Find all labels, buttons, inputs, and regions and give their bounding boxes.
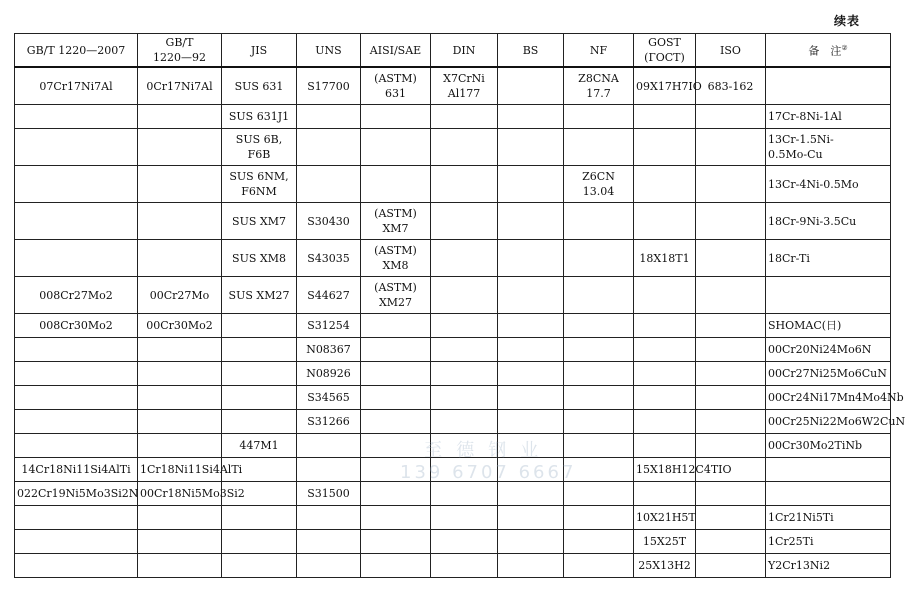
table-cell	[15, 410, 138, 434]
table-cell	[138, 166, 222, 203]
watermark-phone: 139 6707 6667	[400, 462, 577, 483]
table-cell	[564, 129, 634, 166]
table-cell	[297, 554, 361, 578]
table-cell	[564, 482, 634, 506]
table-cell	[696, 277, 766, 314]
table-cell	[138, 362, 222, 386]
table-cell: 1Cr18Ni11Si4AlTi	[138, 458, 222, 482]
table-cell	[498, 277, 564, 314]
table-cell: 00Cr30Mo2TiNb	[766, 434, 891, 458]
table-cell	[696, 554, 766, 578]
table-cell: SHOMAC(日)	[766, 314, 891, 338]
table-cell	[297, 530, 361, 554]
table-cell: 00Cr27Ni25Mo6CuN	[766, 362, 891, 386]
table-cell	[634, 434, 696, 458]
table-cell: 18X18T1	[634, 240, 696, 277]
table-row	[15, 410, 891, 434]
table-cell	[361, 386, 431, 410]
table-cell	[138, 129, 222, 166]
table-cell: 1Cr25Ti	[766, 530, 891, 554]
table-cell	[15, 434, 138, 458]
table-cell: S44627	[297, 277, 361, 314]
table-cell: 15X25T	[634, 530, 696, 554]
table-cell: 13Cr-4Ni-0.5Mo	[766, 166, 891, 203]
table-cell	[634, 482, 696, 506]
table-cell	[138, 203, 222, 240]
table-cell	[431, 386, 498, 410]
column-header: UNS	[297, 34, 361, 68]
table-cell	[498, 554, 564, 578]
table-cell: S17700	[297, 67, 361, 105]
table-cell	[15, 129, 138, 166]
table-cell	[297, 506, 361, 530]
table-row	[15, 554, 891, 578]
table-cell: 10X21H5T	[634, 506, 696, 530]
header-row	[15, 34, 891, 68]
table-cell	[696, 362, 766, 386]
table-cell	[138, 240, 222, 277]
table-cell	[138, 530, 222, 554]
table-cell	[431, 105, 498, 129]
table-row	[15, 338, 891, 362]
table-cell	[498, 105, 564, 129]
table-cell: 15X18H12C4TIO	[634, 458, 696, 482]
table-cell	[766, 277, 891, 314]
table-cell: X7CrNi Al177	[431, 67, 498, 105]
table-cell	[431, 530, 498, 554]
column-header: NF	[564, 34, 634, 68]
table-cell	[361, 554, 431, 578]
table-cell	[297, 129, 361, 166]
column-header: GB/T 1220—2007	[15, 34, 138, 68]
table-cell	[498, 203, 564, 240]
table-cell	[564, 105, 634, 129]
table-cell: 00Cr25Ni22Mo6W2CuN	[766, 410, 891, 434]
table-cell	[138, 105, 222, 129]
table-cell	[564, 362, 634, 386]
table-cell	[564, 554, 634, 578]
table-cell: 25X13H2	[634, 554, 696, 578]
table-cell	[222, 554, 297, 578]
table-cell	[138, 434, 222, 458]
table-row	[15, 362, 891, 386]
table-cell	[696, 105, 766, 129]
column-header: GOST (ГОСТ)	[634, 34, 696, 68]
table-cell	[634, 410, 696, 434]
table-cell: S34565	[297, 386, 361, 410]
table-cell: SUS XM8	[222, 240, 297, 277]
table-cell: (ASTM) XM7	[361, 203, 431, 240]
table-cell: SUS 6NM, F6NM	[222, 166, 297, 203]
table-cell	[498, 410, 564, 434]
table-cell	[361, 506, 431, 530]
table-cell: 00Cr27Mo	[138, 277, 222, 314]
table-cell	[696, 240, 766, 277]
steel-grade-comparison-table	[14, 33, 905, 578]
table-cell: 00Cr20Ni24Mo6N	[766, 338, 891, 362]
table-row	[15, 314, 891, 338]
table-cell: 17Cr-8Ni-1Al	[766, 105, 891, 129]
table-cell: 1Cr21Ni5Ti	[766, 506, 891, 530]
table-cell: S31500	[297, 482, 361, 506]
table-cell: 18Cr-Ti	[766, 240, 891, 277]
table-cell	[696, 129, 766, 166]
table-cell	[498, 362, 564, 386]
column-header: ISO	[696, 34, 766, 68]
table-row	[15, 105, 891, 129]
table-cell	[15, 338, 138, 362]
continued-label: 续表	[833, 14, 860, 28]
table-cell	[696, 203, 766, 240]
table-cell: 00Cr24Ni17Mn4Mo4Nb	[766, 386, 891, 410]
table-cell: 07Cr17Ni7Al	[15, 67, 138, 105]
table-row	[15, 277, 891, 314]
column-header: JIS	[222, 34, 297, 68]
table-cell	[498, 166, 564, 203]
table-cell	[431, 458, 498, 482]
table-cell	[696, 410, 766, 434]
table-cell	[431, 338, 498, 362]
column-header: GB/T 1220—92	[138, 34, 222, 68]
table-cell	[138, 410, 222, 434]
remark-header-label: 备 注	[808, 44, 842, 58]
table-cell	[431, 362, 498, 386]
table-cell: 18Cr-9Ni-3.5Cu	[766, 203, 891, 240]
table-cell	[431, 166, 498, 203]
table-cell	[498, 67, 564, 105]
table-cell	[431, 434, 498, 458]
table-cell: SUS XM27	[222, 277, 297, 314]
table-cell	[222, 338, 297, 362]
table-row	[15, 129, 891, 166]
table-cell	[498, 458, 564, 482]
table-cell	[361, 530, 431, 554]
table-cell	[431, 203, 498, 240]
table-cell	[498, 240, 564, 277]
table-cell	[15, 506, 138, 530]
table-cell	[564, 434, 634, 458]
table-cell	[138, 386, 222, 410]
table-cell	[361, 338, 431, 362]
table-cell	[361, 410, 431, 434]
table-row	[15, 166, 891, 203]
table-cell	[634, 203, 696, 240]
table-cell	[361, 314, 431, 338]
table-cell	[696, 166, 766, 203]
table-row	[15, 386, 891, 410]
table-cell	[634, 129, 696, 166]
table-cell	[138, 554, 222, 578]
table-cell	[222, 410, 297, 434]
watermark-company: 至德钢业	[424, 440, 553, 461]
table-cell	[431, 506, 498, 530]
column-header: DIN	[431, 34, 498, 68]
table-cell	[696, 314, 766, 338]
table-cell	[431, 410, 498, 434]
table-cell	[15, 105, 138, 129]
table-cell: N08926	[297, 362, 361, 386]
table-cell	[766, 458, 891, 482]
table-cell: S31254	[297, 314, 361, 338]
table-cell	[138, 506, 222, 530]
table-cell	[564, 386, 634, 410]
table-cell	[15, 362, 138, 386]
table-cell	[564, 410, 634, 434]
table-cell	[361, 458, 431, 482]
table-cell	[15, 386, 138, 410]
table-cell: 14Cr18Ni11Si4AlTi	[15, 458, 138, 482]
table-cell	[634, 105, 696, 129]
table-cell: 09X17H7IO	[634, 67, 696, 105]
table-cell	[138, 338, 222, 362]
table-cell: 13Cr-1.5Ni- 0.5Mo-Cu	[766, 129, 891, 166]
table-cell	[696, 338, 766, 362]
table-cell: 00Cr30Mo2	[138, 314, 222, 338]
table-cell	[498, 129, 564, 166]
table-row	[15, 434, 891, 458]
table-cell: SUS 6B, F6B	[222, 129, 297, 166]
table-cell: (ASTM) 631	[361, 67, 431, 105]
table-cell	[564, 530, 634, 554]
table-cell: S31266	[297, 410, 361, 434]
table-cell	[222, 530, 297, 554]
table-cell	[696, 530, 766, 554]
table-cell	[361, 362, 431, 386]
table-cell	[222, 386, 297, 410]
table-cell	[634, 166, 696, 203]
table-cell	[222, 506, 297, 530]
table-cell: Z6CN 13.04	[564, 166, 634, 203]
table-row	[15, 203, 891, 240]
table-cell: SUS XM7	[222, 203, 297, 240]
table-cell	[696, 506, 766, 530]
column-header: AISI/SAE	[361, 34, 431, 68]
table-cell: SUS 631	[222, 67, 297, 105]
table-cell	[498, 314, 564, 338]
table-cell	[431, 554, 498, 578]
table-cell	[696, 482, 766, 506]
table-cell	[431, 314, 498, 338]
table-cell: 022Cr19Ni5Mo3Si2N	[15, 482, 138, 506]
table-cell	[15, 240, 138, 277]
table-row	[15, 530, 891, 554]
table-cell	[361, 434, 431, 458]
table-cell: 683-162	[696, 67, 766, 105]
table-cell	[297, 434, 361, 458]
table-cell	[498, 434, 564, 458]
table-cell: 008Cr30Mo2	[15, 314, 138, 338]
table-cell	[696, 386, 766, 410]
table-cell	[15, 530, 138, 554]
table-cell: 00Cr18Ni5Mo3Si2	[138, 482, 222, 506]
table-cell	[498, 386, 564, 410]
table-row	[15, 458, 891, 482]
column-header: BS	[498, 34, 564, 68]
table-cell: 0Cr17Ni7Al	[138, 67, 222, 105]
table-cell	[498, 530, 564, 554]
table-row	[15, 482, 891, 506]
table-cell	[766, 482, 891, 506]
table-cell	[634, 386, 696, 410]
table-cell	[15, 554, 138, 578]
table-cell	[634, 362, 696, 386]
table-cell	[564, 240, 634, 277]
table-cell	[498, 482, 564, 506]
table-cell	[564, 314, 634, 338]
table-cell	[498, 338, 564, 362]
remark-footnote-marker: ②	[841, 44, 848, 53]
table-cell: 008Cr27Mo2	[15, 277, 138, 314]
table-cell	[297, 458, 361, 482]
table-cell: Y2Cr13Ni2	[766, 554, 891, 578]
table-cell	[361, 105, 431, 129]
table-cell	[498, 506, 564, 530]
table-cell: (ASTM) XM27	[361, 277, 431, 314]
table-cell	[361, 482, 431, 506]
table-cell: (ASTM) XM8	[361, 240, 431, 277]
table-cell	[431, 482, 498, 506]
table-cell	[361, 129, 431, 166]
table-row	[15, 67, 891, 105]
table-cell	[634, 338, 696, 362]
table-cell	[564, 203, 634, 240]
table-cell	[431, 129, 498, 166]
table-cell	[766, 67, 891, 105]
table-body	[15, 67, 905, 578]
table-cell	[564, 506, 634, 530]
table-cell: S43035	[297, 240, 361, 277]
table-cell	[634, 277, 696, 314]
table-cell	[15, 166, 138, 203]
table-cell	[222, 314, 297, 338]
table-cell: SUS 631J1	[222, 105, 297, 129]
table-cell: S30430	[297, 203, 361, 240]
table-cell	[222, 362, 297, 386]
table-cell	[564, 338, 634, 362]
table-cell	[564, 458, 634, 482]
table-cell	[431, 277, 498, 314]
table-cell: N08367	[297, 338, 361, 362]
table-cell: 447M1	[222, 434, 297, 458]
table-cell: Z8CNA 17.7	[564, 67, 634, 105]
column-header	[766, 34, 891, 68]
table-cell	[696, 434, 766, 458]
table-cell	[634, 314, 696, 338]
table-cell	[361, 166, 431, 203]
table-cell	[15, 203, 138, 240]
table-cell	[297, 166, 361, 203]
table-cell	[564, 277, 634, 314]
table-row	[15, 506, 891, 530]
table-cell	[297, 105, 361, 129]
table-row	[15, 240, 891, 277]
table-cell	[431, 240, 498, 277]
